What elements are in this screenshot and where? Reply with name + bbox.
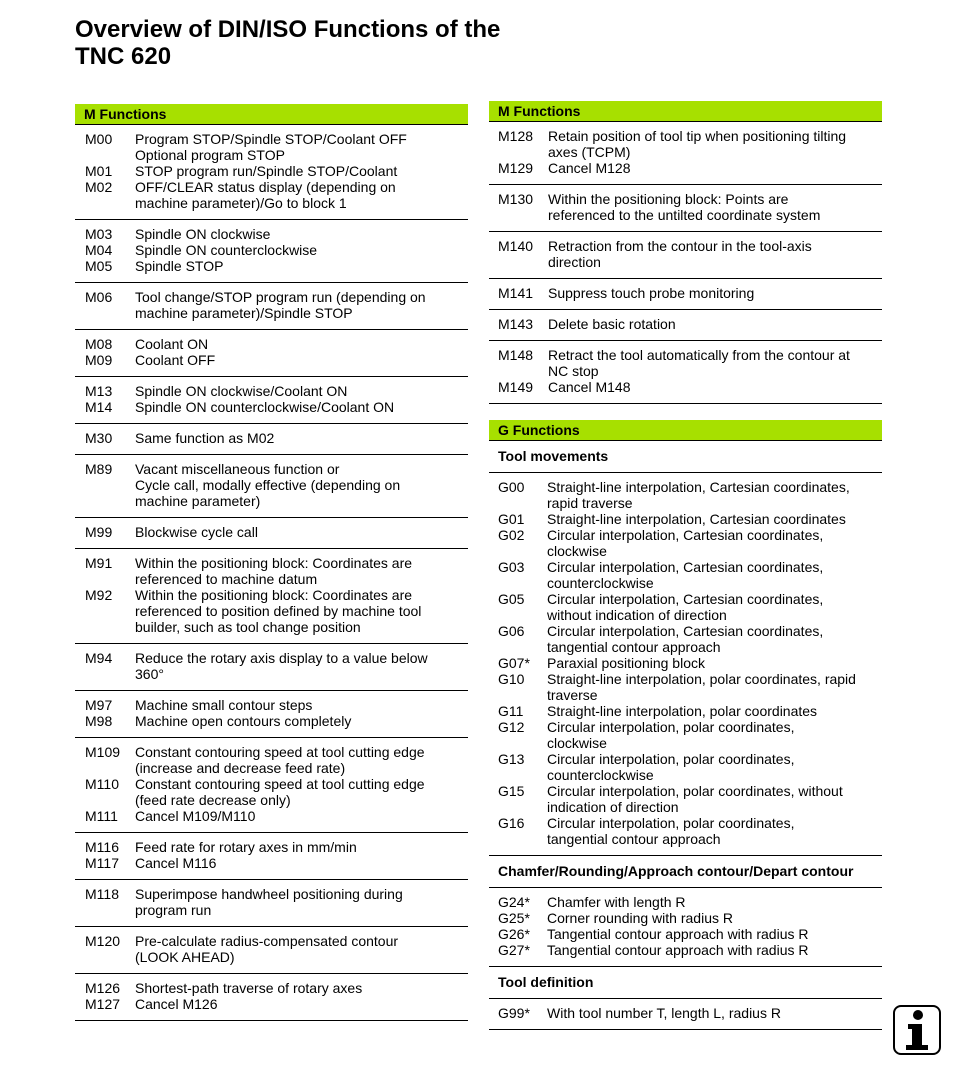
g-functions-table (489, 441, 882, 1030)
m-functions-table (75, 125, 468, 1021)
function-code: M09 (85, 352, 113, 368)
function-description: clockwise (547, 543, 607, 559)
function-row (75, 792, 468, 808)
function-description: Spindle ON counterclockwise (135, 242, 318, 258)
function-row (75, 305, 468, 321)
function-description: program run (135, 902, 212, 918)
function-row (75, 713, 468, 729)
function-description: Cancel M116 (135, 855, 217, 871)
function-code (75, 949, 135, 965)
page-title (75, 16, 675, 70)
function-description: Coolant OFF (135, 352, 216, 368)
function-code: G99* (498, 1005, 530, 1021)
right-column (489, 101, 882, 1030)
function-description: Superimpose handwheel positioning during (135, 886, 403, 902)
function-description: Cancel M126 (135, 996, 218, 1012)
function-row (489, 719, 882, 735)
function-row (489, 379, 882, 395)
function-code: M116 (85, 839, 119, 855)
function-description: 360° (135, 666, 164, 682)
function-group (75, 927, 468, 974)
function-row (489, 671, 882, 687)
function-code: G10 (498, 671, 525, 687)
function-code (489, 575, 547, 591)
function-row (489, 575, 882, 591)
function-row (489, 735, 882, 751)
function-code: M118 (85, 886, 119, 902)
function-code: M128 (498, 128, 534, 144)
function-description: Circular interpolation, polar coordinates, (547, 815, 795, 831)
function-group (489, 279, 882, 310)
m-functions-header-continued: M Functions (489, 101, 882, 122)
function-code: G05 (498, 591, 525, 607)
g-functions-section (489, 420, 882, 1030)
function-row (489, 207, 882, 223)
function-row (75, 760, 468, 776)
function-group (75, 283, 468, 330)
function-group (75, 455, 468, 518)
function-row (75, 352, 468, 368)
function-code (75, 493, 135, 509)
function-row (489, 942, 882, 958)
function-row (489, 347, 882, 363)
function-description: Within the positioning block: Coordinates are (135, 587, 413, 603)
function-description: axes (TCPM) (548, 144, 631, 160)
function-group (489, 310, 882, 341)
function-description: Tangential contour approach with radius R (547, 926, 809, 942)
function-description: Constant contouring speed at tool cutting edge (135, 744, 425, 760)
function-row (75, 242, 468, 258)
function-code: M126 (85, 980, 121, 996)
function-description: (LOOK AHEAD) (135, 949, 235, 965)
function-description: Circular interpolation, polar coordinates, (547, 751, 795, 767)
function-code (75, 760, 135, 776)
function-row (489, 655, 882, 671)
function-code: M141 (498, 285, 534, 301)
g-subsection-title: Chamfer/Rounding/Approach contour/Depart contour (489, 856, 882, 888)
function-row (75, 933, 468, 949)
function-row (489, 926, 882, 942)
function-code (75, 792, 135, 808)
function-row (489, 894, 882, 910)
function-description: Machine open contours completely (135, 713, 352, 729)
function-row (489, 495, 882, 511)
function-description: without indication of direction (547, 607, 727, 623)
function-code: M140 (498, 238, 534, 254)
function-row (75, 650, 468, 666)
function-description: Coolant ON (135, 336, 209, 352)
info-icon-glyph (902, 1009, 932, 1051)
function-row (75, 603, 468, 619)
function-code: G12 (498, 719, 525, 735)
function-description: Tool change/STOP program run (depending on (135, 289, 426, 305)
function-group (75, 377, 468, 424)
function-code: M89 (85, 461, 113, 477)
function-code: M02 (85, 179, 113, 195)
function-description: Blockwise cycle call (135, 524, 258, 540)
function-code: G03 (498, 559, 525, 575)
function-description: machine parameter) (135, 493, 261, 509)
function-group (75, 330, 468, 377)
function-group (489, 473, 882, 856)
left-column (75, 104, 468, 1021)
function-row (75, 555, 468, 571)
function-row (75, 571, 468, 587)
function-description: Tangential contour approach with radius R (547, 942, 809, 958)
function-row (489, 511, 882, 527)
function-code: M03 (85, 226, 113, 242)
function-code: M97 (85, 697, 113, 713)
function-code: M149 (498, 379, 534, 395)
function-code (75, 195, 135, 211)
function-code: M14 (85, 399, 113, 415)
function-row (489, 639, 882, 655)
function-row (75, 808, 468, 824)
function-row (75, 289, 468, 305)
function-description: Paraxial positioning block (547, 655, 705, 671)
function-row (75, 399, 468, 415)
function-code (75, 902, 135, 918)
function-description: Vacant miscellaneous function or (135, 461, 340, 477)
info-icon (893, 1005, 941, 1055)
function-row (489, 363, 882, 379)
function-description: Delete basic rotation (548, 316, 676, 332)
function-description: Spindle ON counterclockwise/Coolant ON (135, 399, 395, 415)
function-row (75, 886, 468, 902)
function-code: M04 (85, 242, 113, 258)
function-row (75, 383, 468, 399)
function-group (75, 738, 468, 833)
function-code: G13 (498, 751, 525, 767)
function-row (75, 163, 468, 179)
function-row (489, 238, 882, 254)
function-code: M127 (85, 996, 121, 1012)
function-description: Retain position of tool tip when positioning tilting (548, 128, 847, 144)
function-description: Spindle STOP (135, 258, 224, 274)
function-code: G02 (498, 527, 525, 543)
function-description: direction (548, 254, 601, 270)
function-code (489, 735, 547, 751)
function-code: M99 (85, 524, 113, 540)
function-description: Program STOP/Spindle STOP/Coolant OFF (135, 131, 407, 147)
function-code: M143 (498, 316, 534, 332)
function-row (489, 144, 882, 160)
function-description: Same function as M02 (135, 430, 275, 446)
function-description: (increase and decrease feed rate) (135, 760, 346, 776)
function-code: M92 (85, 587, 113, 603)
title-line-2: TNC 620 (75, 43, 172, 70)
function-description: Cycle call, modally effective (depending on (135, 477, 401, 493)
m-functions-table-continued (489, 122, 882, 404)
function-row (75, 461, 468, 477)
function-code: M120 (85, 933, 121, 949)
function-description: Shortest-path traverse of rotary axes (135, 980, 363, 996)
function-row (489, 799, 882, 815)
function-description: With tool number T, length L, radius R (547, 1005, 781, 1021)
function-description: machine parameter)/Go to block 1 (135, 195, 347, 211)
function-code: M109 (85, 744, 121, 760)
function-description: OFF/CLEAR status display (depending on (135, 179, 396, 195)
function-row (489, 751, 882, 767)
g-subsection-title: Tool movements (489, 441, 882, 473)
function-description: Cancel M148 (548, 379, 631, 395)
m-functions-header: M Functions (75, 104, 468, 125)
function-row (489, 591, 882, 607)
function-code (489, 207, 548, 223)
function-row (489, 527, 882, 543)
function-row (75, 524, 468, 540)
function-group (75, 974, 468, 1021)
function-description: machine parameter)/Spindle STOP (135, 305, 353, 321)
function-group (75, 125, 468, 220)
function-code (489, 363, 548, 379)
function-code: M117 (85, 855, 119, 871)
function-code: M00 (85, 131, 113, 147)
function-code: G07* (498, 655, 530, 671)
function-description: clockwise (547, 735, 607, 751)
function-row (75, 493, 468, 509)
function-code (489, 254, 548, 270)
function-description: NC stop (548, 363, 599, 379)
function-description: referenced to position defined by machine tool (135, 603, 422, 619)
function-description: traverse (547, 687, 598, 703)
function-row (75, 744, 468, 760)
function-description: Retraction from the contour in the tool-axis (548, 238, 812, 254)
function-description: builder, such as tool change position (135, 619, 361, 635)
function-code: M06 (85, 289, 113, 305)
function-group (75, 644, 468, 691)
function-row (75, 697, 468, 713)
function-description: Corner rounding with radius R (547, 910, 733, 926)
function-description: Circular interpolation, Cartesian coordinates, (547, 623, 824, 639)
function-code (75, 666, 135, 682)
function-row (75, 619, 468, 635)
function-group (489, 888, 882, 967)
function-row (75, 179, 468, 195)
function-description: counterclockwise (547, 767, 654, 783)
function-code: M30 (85, 430, 113, 446)
function-code: M13 (85, 383, 113, 399)
function-code (489, 144, 548, 160)
function-row (75, 195, 468, 211)
function-row (489, 910, 882, 926)
function-row (75, 430, 468, 446)
function-row (489, 285, 882, 301)
function-group (75, 880, 468, 927)
g-functions-header: G Functions (489, 420, 882, 441)
function-row (489, 687, 882, 703)
function-code (489, 543, 547, 559)
function-row (75, 666, 468, 682)
function-group (75, 549, 468, 644)
function-description: STOP program run/Spindle STOP/Coolant (135, 163, 398, 179)
function-code (75, 619, 135, 635)
function-description: Within the positioning block: Coordinates are (135, 555, 413, 571)
function-description: tangential contour approach (547, 831, 721, 847)
function-description: Optional program STOP (135, 147, 285, 163)
function-code: M01 (85, 163, 113, 179)
function-description: counterclockwise (547, 575, 654, 591)
function-description: Pre-calculate radius-compensated contour (135, 933, 399, 949)
function-code: G01 (498, 511, 525, 527)
function-code (489, 767, 547, 783)
function-description: Circular interpolation, Cartesian coordinates, (547, 559, 824, 575)
function-code (489, 799, 547, 815)
section-gap (489, 404, 882, 420)
function-group (489, 122, 882, 185)
function-row (75, 855, 468, 871)
function-row (489, 703, 882, 719)
function-code: G06 (498, 623, 525, 639)
function-row (75, 131, 468, 147)
function-description: rapid traverse (547, 495, 633, 511)
g-subsection-title: Tool definition (489, 967, 882, 999)
function-code (75, 147, 135, 163)
function-row (489, 128, 882, 144)
function-description: Machine small contour steps (135, 697, 313, 713)
function-code: G16 (498, 815, 525, 831)
function-group (489, 232, 882, 279)
function-code: G15 (498, 783, 525, 799)
function-row (75, 477, 468, 493)
title-line-1: Overview of DIN/ISO Functions of the (75, 16, 501, 43)
function-row (75, 147, 468, 163)
function-code: M91 (85, 555, 113, 571)
function-row (75, 902, 468, 918)
function-description: indication of direction (547, 799, 679, 815)
function-code: M148 (498, 347, 534, 363)
function-row (489, 623, 882, 639)
function-group (75, 833, 468, 880)
function-description: Feed rate for rotary axes in mm/min (135, 839, 357, 855)
function-description: Circular interpolation, Cartesian coordinates, (547, 591, 824, 607)
function-row (75, 336, 468, 352)
function-group (75, 424, 468, 455)
function-code (75, 603, 135, 619)
function-code: G24* (498, 894, 530, 910)
function-description: Chamfer with length R (547, 894, 686, 910)
function-row (489, 254, 882, 270)
function-description: (feed rate decrease only) (135, 792, 291, 808)
function-code: G25* (498, 910, 530, 926)
function-description: Circular interpolation, Cartesian coordinates, (547, 527, 824, 543)
function-code: M111 (85, 808, 118, 824)
function-row (75, 980, 468, 996)
function-code (75, 305, 135, 321)
function-description: Retract the tool automatically from the contour at (548, 347, 850, 363)
function-description: Cancel M128 (548, 160, 631, 176)
function-group (75, 518, 468, 549)
function-code: M110 (85, 776, 119, 792)
function-row (489, 316, 882, 332)
function-description: tangential contour approach (547, 639, 721, 655)
function-row (75, 258, 468, 274)
function-row (489, 160, 882, 176)
function-description: Spindle ON clockwise (135, 226, 271, 242)
function-group (489, 341, 882, 404)
function-code: G26* (498, 926, 530, 942)
function-code (489, 831, 547, 847)
function-row (75, 226, 468, 242)
function-code: G11 (498, 703, 524, 719)
function-row (489, 1005, 882, 1021)
function-code (489, 639, 547, 655)
function-code: M08 (85, 336, 113, 352)
function-description: Straight-line interpolation, polar coordinates (547, 703, 818, 719)
function-code (489, 495, 547, 511)
function-description: Suppress touch probe monitoring (548, 285, 755, 301)
function-code (489, 607, 547, 623)
function-code: M05 (85, 258, 113, 274)
function-row (489, 815, 882, 831)
function-description: referenced to the untilted coordinate system (548, 207, 821, 223)
function-group (489, 185, 882, 232)
function-row (489, 783, 882, 799)
function-description: Straight-line interpolation, Cartesian coordinates (547, 511, 846, 527)
function-description: referenced to machine datum (135, 571, 318, 587)
function-description: Constant contouring speed at tool cutting edge (135, 776, 425, 792)
function-description: Circular interpolation, polar coordinates, (547, 719, 795, 735)
function-row (489, 607, 882, 623)
function-row (75, 949, 468, 965)
function-description: Straight-line interpolation, polar coordinates, rapid (547, 671, 856, 687)
function-row (75, 587, 468, 603)
function-code (75, 477, 135, 493)
function-code: M98 (85, 713, 113, 729)
function-code: M94 (85, 650, 113, 666)
function-group (75, 691, 468, 738)
function-row (75, 776, 468, 792)
function-code: G27* (498, 942, 530, 958)
function-row (489, 191, 882, 207)
function-group (489, 999, 882, 1030)
function-code: G00 (498, 479, 525, 495)
function-row (489, 831, 882, 847)
function-code: M129 (498, 160, 534, 176)
function-row (489, 479, 882, 495)
function-description: Cancel M109/M110 (135, 808, 256, 824)
function-code (489, 687, 547, 703)
function-description: Circular interpolation, polar coordinates, without (547, 783, 843, 799)
function-description: Within the positioning block: Points are (548, 191, 789, 207)
function-row (75, 839, 468, 855)
function-row (489, 559, 882, 575)
function-description: Straight-line interpolation, Cartesian coordinates, (547, 479, 850, 495)
function-row (489, 767, 882, 783)
function-description: Reduce the rotary axis display to a value below (135, 650, 428, 666)
function-row (489, 543, 882, 559)
function-group (75, 220, 468, 283)
function-row (75, 996, 468, 1012)
function-description: Spindle ON clockwise/Coolant ON (135, 383, 348, 399)
function-code (75, 571, 135, 587)
function-code: M130 (498, 191, 534, 207)
